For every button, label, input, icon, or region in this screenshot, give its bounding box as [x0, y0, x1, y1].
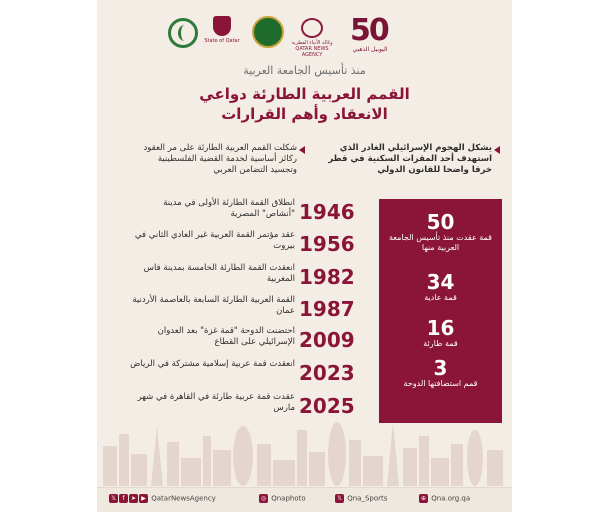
- footer-social-handle: QatarNewsAgency: [151, 494, 216, 503]
- footer-qnaphoto-text: Qnaphoto: [271, 494, 306, 503]
- telegram-icon: ➤: [130, 495, 137, 502]
- event-year: 2009: [299, 328, 355, 352]
- footer: [97, 487, 512, 512]
- timeline-event: [121, 198, 376, 226]
- x-icon: 𝕏: [109, 494, 118, 503]
- footer-social[interactable]: [109, 494, 216, 503]
- event-year: 2025: [299, 394, 355, 418]
- footer-sports-text: Qna_Sports: [347, 494, 388, 503]
- instagram-icon: ◎: [260, 495, 267, 502]
- stat-number: 34: [426, 270, 455, 294]
- oic-logo: [168, 18, 198, 48]
- stat-label: قمم استضافتها الدوحة: [403, 379, 478, 388]
- subtitle: منذ تأسيس الجامعة العربية: [243, 64, 366, 77]
- stats-panel: [379, 199, 502, 423]
- event-year: 1946: [299, 200, 355, 224]
- bullet-arrow-icon: [494, 146, 500, 154]
- event-year: 1956: [299, 232, 355, 256]
- footer-sports[interactable]: [335, 494, 387, 503]
- qna-logo: [290, 18, 334, 56]
- stat-total: [379, 211, 502, 253]
- qna-logo-text: وكالة الأنباء القطرية QATAR NEWS AGENCY: [291, 40, 333, 58]
- footer-qnaphoto[interactable]: [259, 494, 306, 503]
- stat-doha: [379, 357, 502, 389]
- stat-number: 3: [433, 356, 448, 380]
- footer-website-text: Qna.org.qa: [431, 494, 471, 503]
- timeline-event: [121, 359, 376, 387]
- event-year: 1982: [299, 265, 355, 289]
- city-skyline-illustration: [97, 406, 512, 486]
- timeline-event: [121, 230, 376, 258]
- globe-icon: ⊕: [420, 495, 427, 502]
- stat-label: قمة عقدت منذ تأسيس الجامعة العربية منها: [388, 233, 493, 252]
- event-text: عقدت قمة عربية طارئة في القاهرة في شهر مارس: [137, 392, 295, 413]
- stat-number: 16: [426, 316, 455, 340]
- stat-label: قمة عادية: [424, 293, 457, 302]
- event-year: 2023: [299, 361, 355, 385]
- timeline-event: [121, 263, 376, 291]
- golden-jubilee-logo: [350, 13, 390, 56]
- x-icon: 𝕏: [335, 494, 344, 503]
- facebook-icon: f: [119, 494, 128, 503]
- footer-website[interactable]: [419, 494, 470, 503]
- infographic-card: [97, 0, 512, 512]
- state-of-qatar-logo: [204, 16, 240, 54]
- timeline-event: [121, 295, 376, 323]
- jubilee-text: اليوبيل الذهبي: [352, 46, 388, 53]
- note-left: شكلت القمم العربية الطارئة على مر العقود ركائز أساسية لخدمة القضية الفلسطينية وتجسيد التضامن العربي: [143, 143, 297, 175]
- event-text: انعقدت القمة الطارئة الخامسة بمدينة فاس المغربية: [143, 263, 295, 284]
- event-text: انعقدت قمة عربية إسلامية مشتركة في الرياض: [130, 359, 295, 369]
- event-text: انطلاق القمة الطارئة الأولى في مدينة "أنشاص" المصرية: [163, 198, 295, 219]
- stat-label: قمة طارئة: [423, 339, 458, 348]
- stat-regular: [379, 271, 502, 303]
- arab-league-logo: [252, 16, 284, 48]
- qatar-emblem-icon: [213, 16, 231, 36]
- event-year: 1987: [299, 297, 355, 321]
- page-title: [97, 84, 512, 124]
- event-text: احتضنت الدوحة "قمة غزة" بعد العدوان الإسرائيلي على القطاع: [157, 326, 295, 347]
- event-text: عقد مؤتمر القمة العربية غير العادي الثاني في بيروت: [134, 230, 295, 251]
- bullet-arrow-icon: [299, 146, 305, 154]
- timeline-event: [121, 326, 376, 354]
- logo-bar: [97, 14, 512, 58]
- youtube-icon: ▶: [139, 494, 148, 503]
- stat-emergency: [379, 317, 502, 349]
- title-line-1: القمم العربية الطارئة دواعي: [199, 85, 410, 103]
- event-text: القمة العربية الطارئة السابعة بالعاصمة الأردنية عمان: [132, 295, 295, 316]
- note-right: يشكل الهجوم الإسرائيلي الغادر الذي استهدف أحد المقرات السكنية في قطر خرقا واضحا للقانون الدولي: [328, 143, 492, 175]
- title-line-2: الانعقاد وأهم القرارات: [221, 105, 388, 123]
- state-of-qatar-text: State of Qatar: [204, 38, 240, 44]
- qna-mark-icon: [301, 18, 323, 38]
- stat-number: 50: [426, 210, 455, 234]
- jubilee-number: 50: [350, 13, 388, 48]
